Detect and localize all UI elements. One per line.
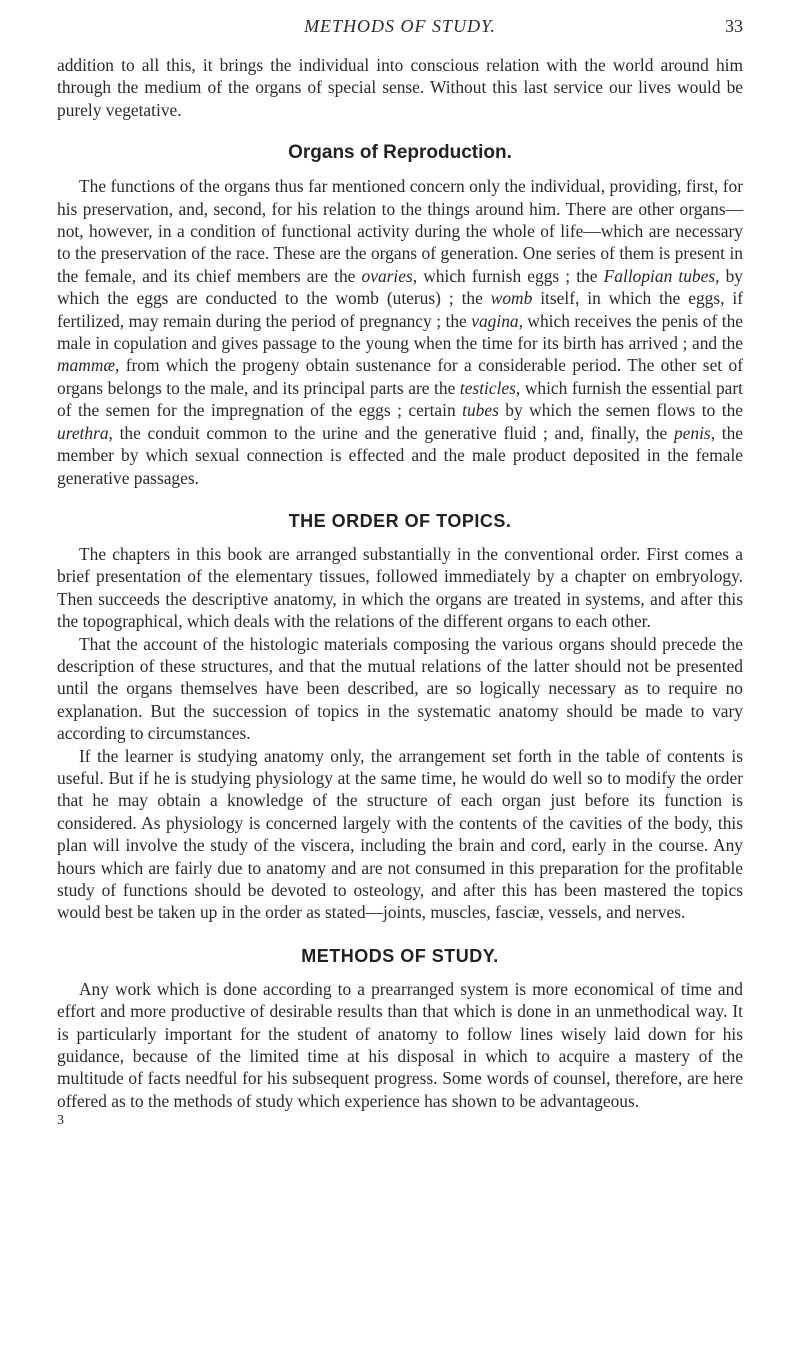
signature-mark: 3: [57, 1113, 64, 1129]
term-testicles: testicles: [459, 377, 516, 398]
term-mammae: mammæ: [57, 355, 115, 376]
order-paragraph-2: That the account of the histologic materials composing the various organs should precede the description of these structures, and that the mutual relations of the latter should not be presented until the organs themselves have been described, are so logically necessary as to require no explanation. But the succession of topics in the systematic anatomy should be made to vary according to circumstances.: [57, 633, 743, 744]
term-womb: womb: [490, 288, 533, 309]
running-head: [57, 14, 743, 54]
reproduction-paragraph: The functions of the organs thus far mentioned concern only the individual, providing, first, for his preservation, and, second, for his relation to the things around him. There are other organs—not, however, in a condition of functional activity during the whole of life—which are necessary to the preservation of the race. These are the organs of generation. One series of them is present in the female, and its chief members are the ovaries, which furnish eggs ; the Fallopian tubes, by which the eggs are conducted to the womb (uterus) ; the womb itself, in which the eggs, if fertilized, may remain during the period of pregnancy ; the vagina, which receives the penis of the male in copulation and gives passage to the young when the time for its birth has arrived ; and the mammæ, from which the progeny obtain sustenance for a considerable period. The other set of organs belongs to the male, and its principal parts are the testicles, which furnish the essential part of the semen for the impregnation of the eggs ; certain tubes by which the semen flows to the urethra, the conduit common to the urine and the generative fluid ; and, finally, the penis, the member by which sexual connection is effected and the male product deposited in the female generative passages.: [57, 176, 744, 488]
term-ovaries: ovaries: [361, 265, 413, 286]
term-fallopian-tubes: Fallopian tubes: [603, 265, 716, 286]
term-vagina: vagina: [471, 310, 519, 331]
reproduction-heading: Organs of Reproduction.: [288, 142, 512, 164]
methods-of-study-heading: METHODS OF STUDY.: [301, 945, 499, 966]
intro-paragraph: addition to all this, it brings the individual into conscious relation with the world around him through the medium of the organs of special sense. Without this last service our lives would be purely vegetative.: [57, 55, 743, 120]
running-title: METHODS OF STUDY.: [304, 16, 496, 36]
term-penis: penis: [673, 422, 711, 443]
page-number: 33: [725, 16, 743, 36]
order-paragraph-1: The chapters in this book are arranged substantially in the conventional order. First comes a brief presentation of the elementary tissues, followed immediately by a chapter on embryology. Then succeeds the descriptive anatomy, in which the organs are treated in systems, and after this the topographical, which deals with the relations of the different organs to each other.: [57, 543, 743, 632]
order-of-topics-heading: THE ORDER OF TOPICS.: [288, 510, 512, 531]
methods-paragraph: Any work which is done according to a prearranged system is more economical of time and effort and more productive of desirable results than that which is done in an unmethodical way. It is particularly important for the student of anatomy to follow lines wisely laid down for his guidance, because of the limited time at his disposal in which to acquire a mastery of the multitude of facts needful for his subsequent progress. Some words of counsel, therefore, are here offered as to the methods of study which experience has shown to be advantageous.: [57, 978, 743, 1111]
book-page: [57, 14, 743, 1130]
term-tubes: tubes: [462, 400, 499, 421]
term-urethra: urethra: [57, 422, 109, 443]
order-paragraph-3: If the learner is studying anatomy only, the arrangement set forth in the table of contents is useful. But if he is studying physiology at the same time, he would do well so to modify the order that he may obtain a knowledge of the structure of each organ just before its function is considered. As physiology is concerned largely with the contents of the cavities of the body, this plan will involve the study of the viscera, including the brain and cord, early in the course. Any hours which are fairly due to anatomy and are not consumed in this preparation for the profitable study of functions should be devoted to osteology, and after this has been mastered the topics would best be taken up in the order as stated—joints, muscles, fasciæ, vessels, and nerves.: [57, 745, 743, 923]
